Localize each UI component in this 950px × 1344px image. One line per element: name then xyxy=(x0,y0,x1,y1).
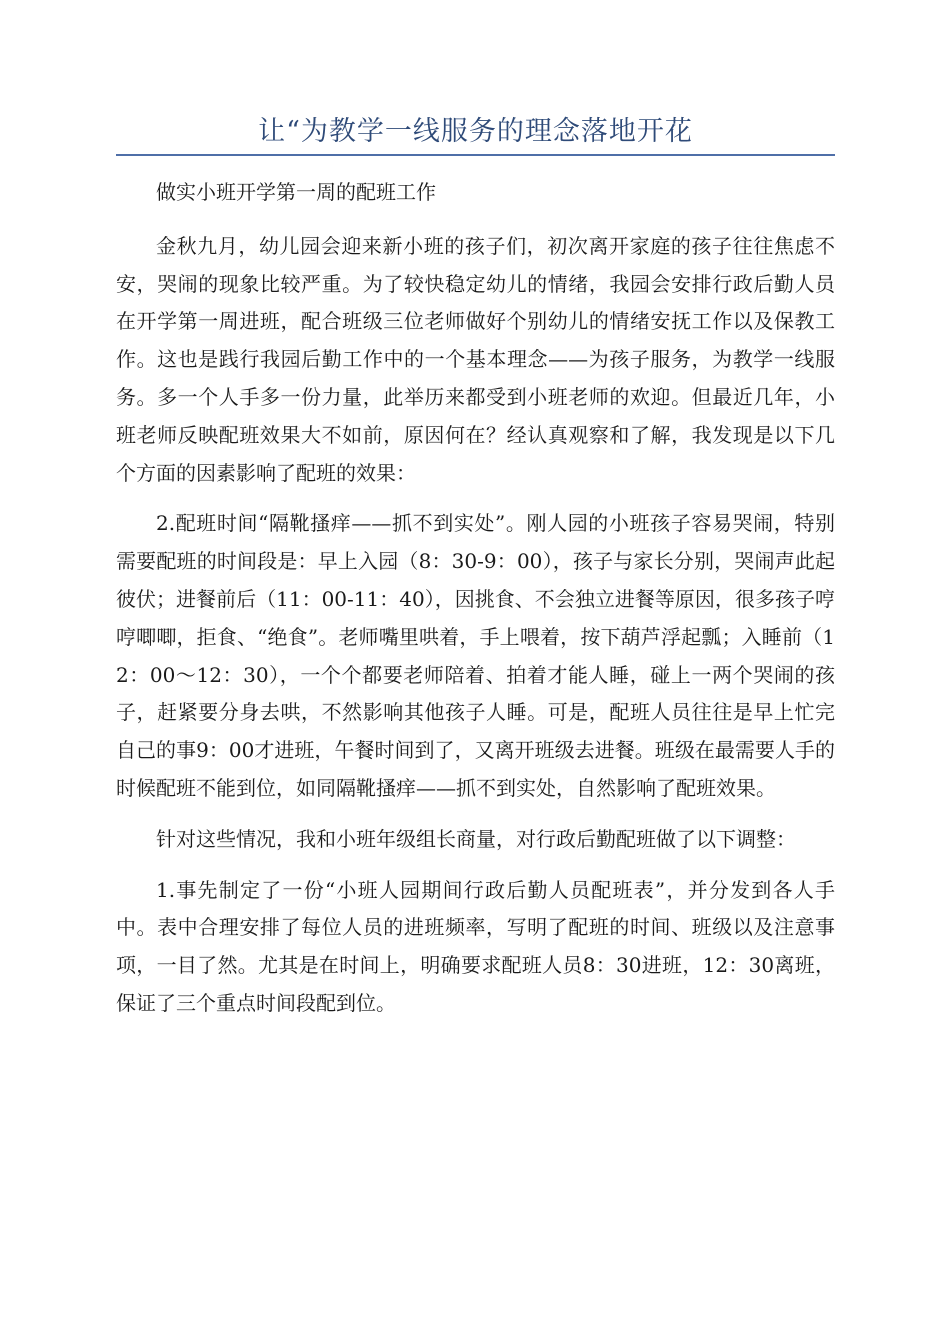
paragraph-point-1: 1.事先制定了一份“小班人园期间行政后勤人员配班表”，并分发到各人手中。表中合理安排了每位人员的进班频率，写明了配班的时间、班级以及注意事项，一目了然。尤其是在时间上，明确要求配班人员8：30进班，12：30离班，保证了三个重点时间段配到位。 xyxy=(116,877,835,1015)
section-heading: 做实小班开学第一周的配班工作 xyxy=(156,180,436,204)
document-title: 让“为教学一线服务的理念落地开花 xyxy=(258,116,693,147)
paragraph-intro: 金秋九月，幼儿园会迎来新小班的孩子们，初次离开家庭的孩子往往焦虑不安，哭闹的现象比较严重。为了较快稳定幼儿的情绪，我园会安排行政后勤人员在开学第一周进班，配合班级三位老师做好个别幼儿的情绪安抚工作以及保教工作。这也是践行我园后勤工作中的一个基本理念——为孩子服务，为教学一线服务。多一个人手多一份力量，此举历来都受到小班老师的欢迎。但最近几年，小班老师反映配班效果大不如前，原因何在？经认真观察和了解，我发现是以下几个方面的因素影响了配班的效果： xyxy=(116,233,835,485)
paragraph-point-2: 2.配班时间“隔靴搔痒——抓不到实处”。刚人园的小班孩子容易哭闹，特别需要配班的时间段是：早上入园（8：30-9：00），孩子与家长分别，哭闹声此起彼伏；进餐前后（11：00-11：40），因挑食、不会独立进餐等原因，很多孩子哼哼唧唧，拒食、“绝食”。老师嘴里哄着，手上喂着，按下葫芦浮起瓢；入睡前（12：00～12：30），一个个都要老师陪着、拍着才能人睡，碰上一两个哭闹的孩子，赶紧要分身去哄，不然影响其他孩子人睡。可是，配班人员往往是早上忙完自己的事9：00才进班，午餐时间到了，又离开班级去进餐。班级在最需要人手的时候配班不能到位，如同隔靴搔痒——抓不到实处，自然影响了配班效果。 xyxy=(116,511,835,800)
title-underline xyxy=(116,154,835,156)
document-body xyxy=(116,174,835,1036)
paragraph-adjustments: 针对这些情况，我和小班年级组长商量，对行政后勤配班做了以下调整： xyxy=(156,826,796,851)
